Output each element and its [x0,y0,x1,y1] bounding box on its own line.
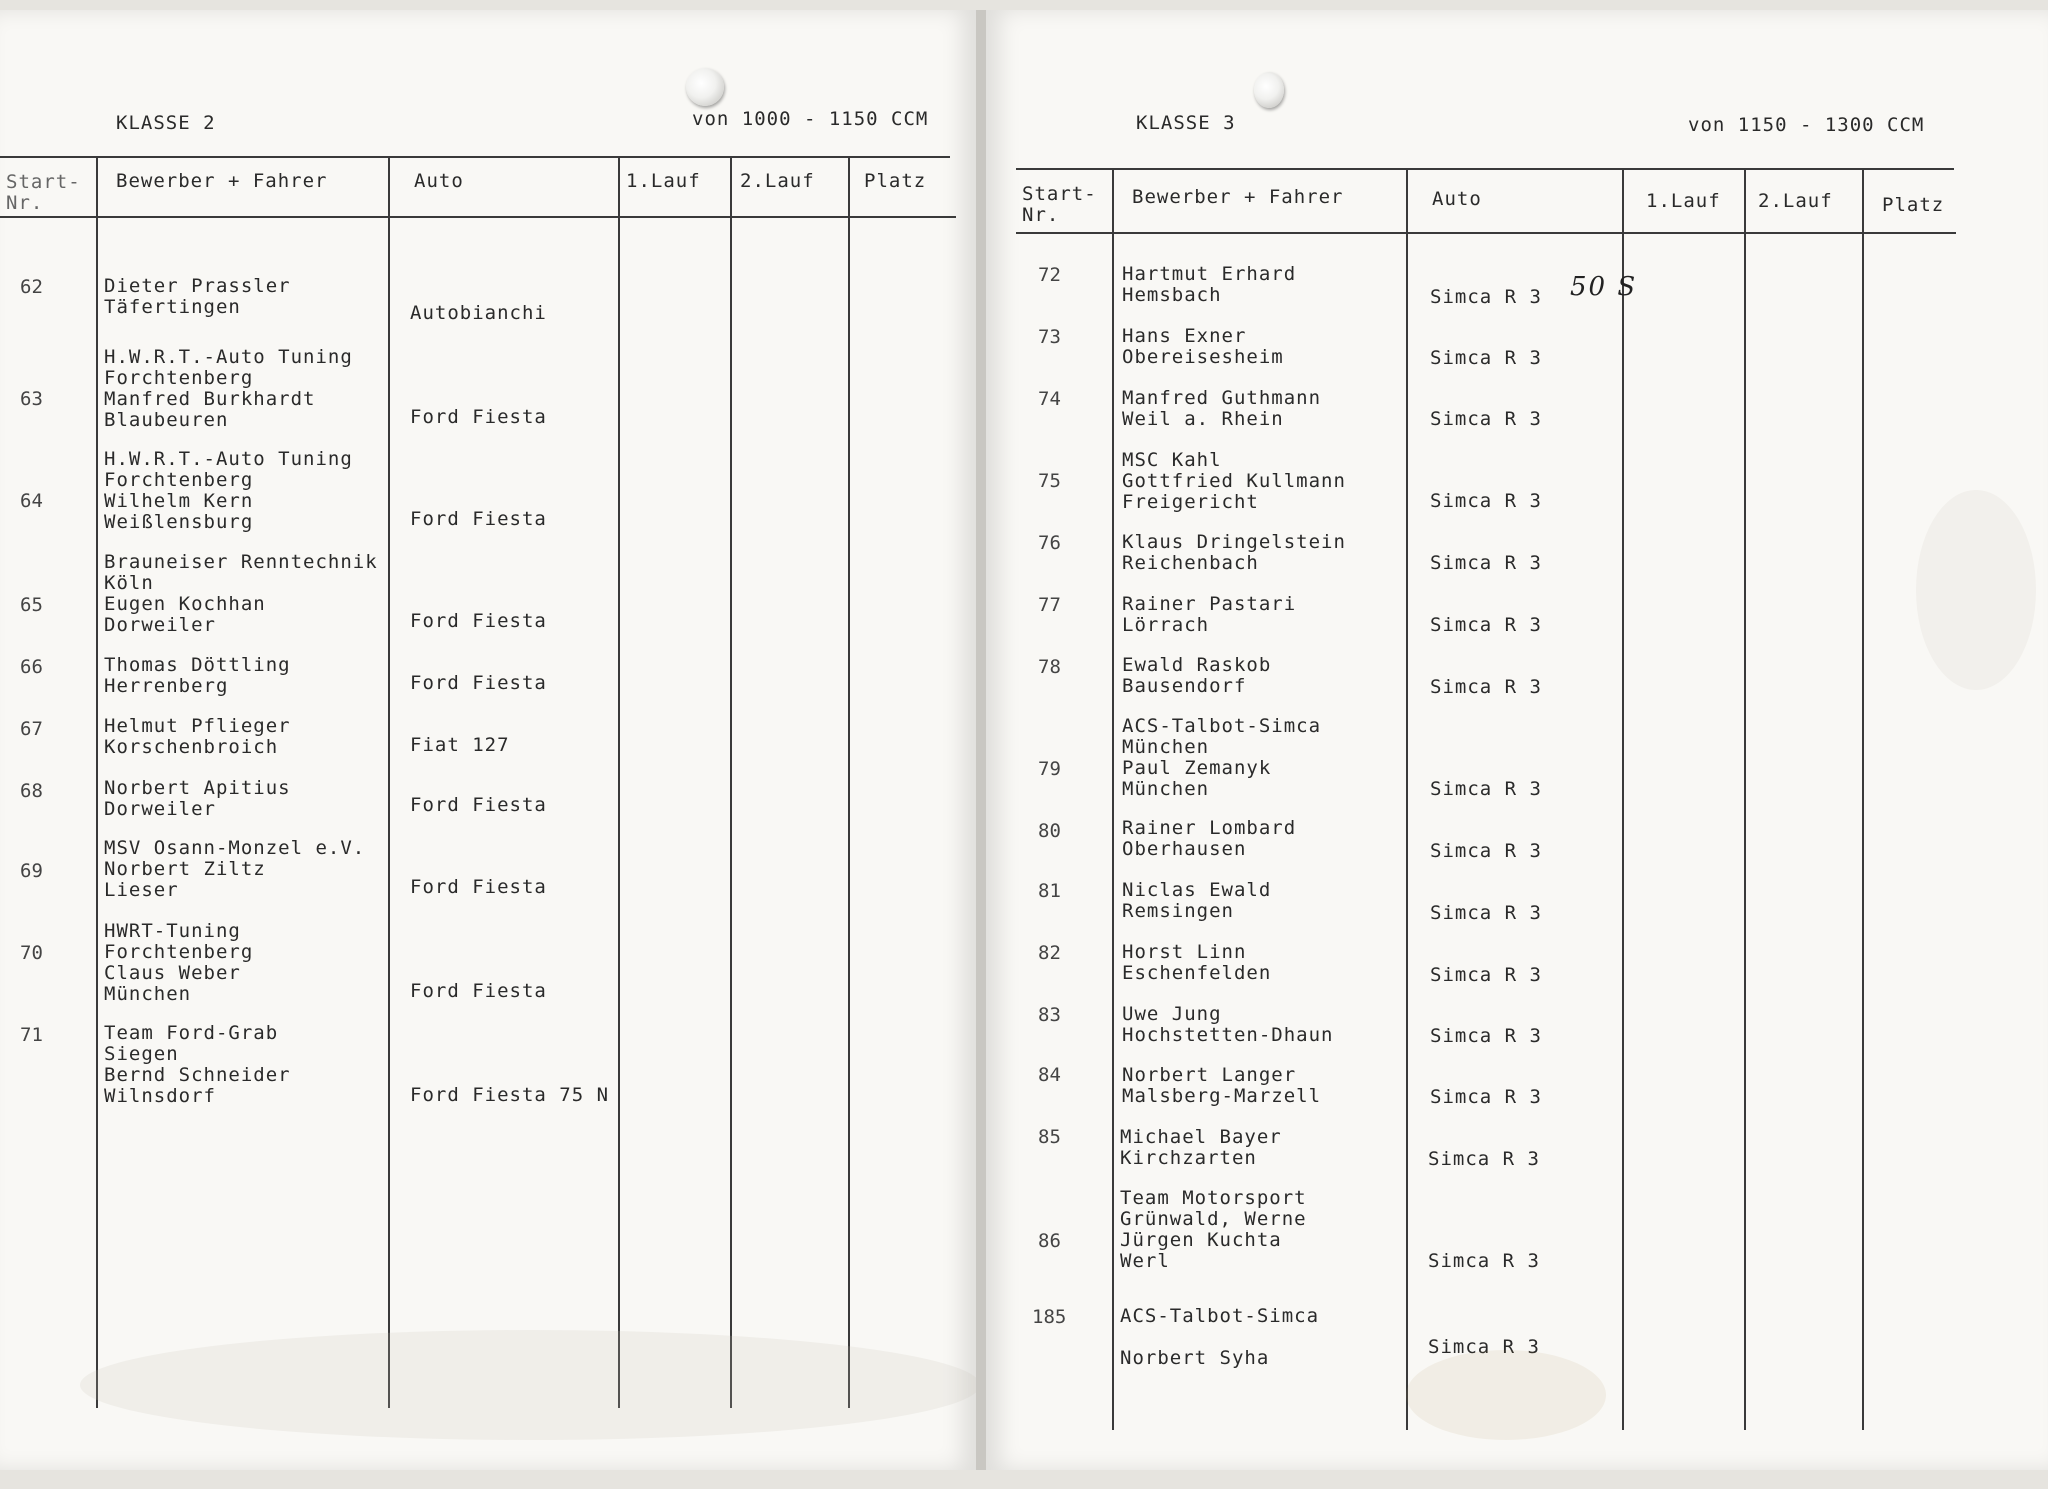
start-number: 185 [1032,1306,1067,1328]
column-header-start-nr: Start- Nr. [6,171,81,214]
start-number: 64 [20,490,43,512]
entrant-driver: MSV Osann-Monzel e.V. Norbert Ziltz Lieser [104,837,366,901]
car-model: Ford Fiesta [410,406,547,428]
table-top-rule [0,156,950,158]
column-divider [1862,168,1864,1430]
start-number: 85 [1038,1126,1061,1148]
entrant-driver: Rainer Lombard Oberhausen [1122,817,1297,860]
column-header-run-1: 1.Lauf [626,170,701,192]
car-model: Simca R 3 [1430,408,1542,430]
entrant-driver: Norbert Langer Malsberg-Marzell [1122,1064,1322,1107]
car-model: Simca R 3 [1428,1148,1540,1170]
page-gutter [976,10,986,1470]
car-model: Simca R 3 [1430,286,1542,308]
car-model: Simca R 3 [1430,676,1542,698]
start-number: 65 [20,594,43,616]
entrant-driver: HWRT-Tuning Forchtenberg Claus Weber München [104,920,254,1005]
car-model: Simca R 3 [1430,902,1542,924]
entrant-driver: Hans Exner Obereisesheim [1122,325,1284,368]
entrant-driver: Uwe Jung Hochstetten-Dhaun [1122,1003,1334,1046]
start-number: 80 [1038,820,1061,842]
start-number: 71 [20,1024,43,1046]
column-divider [1622,168,1624,1430]
column-header-run-2: 2.Lauf [740,170,815,192]
car-model: Ford Fiesta [410,794,547,816]
start-number: 84 [1038,1064,1061,1086]
car-model: Fiat 127 [410,734,510,756]
start-number: 83 [1038,1004,1061,1026]
entrant-driver: Klaus Dringelstein Reichenbach [1122,531,1346,574]
entrant-driver: Hartmut Erhard Hemsbach [1122,263,1297,306]
car-model: Ford Fiesta [410,672,547,694]
column-header-run-1: 1.Lauf [1646,190,1721,212]
column-divider [388,156,390,1408]
start-number: 69 [20,860,43,882]
start-number: 62 [20,276,43,298]
entrant-driver: H.W.R.T.-Auto Tuning Forchtenberg Wilhelm Kern Weißlensburg [104,448,353,533]
car-model: Ford Fiesta [410,980,547,1002]
entrant-driver: Rainer Pastari Lörrach [1122,593,1297,636]
handwritten-note: 50 S [1570,272,1638,302]
entrant-driver: Norbert Apitius Dorweiler [104,777,291,820]
start-number: 72 [1038,264,1061,286]
car-model: Simca R 3 [1428,1250,1540,1272]
car-model: Simca R 3 [1430,1025,1542,1047]
start-number: 77 [1038,594,1061,616]
punch-hole [686,68,724,106]
displacement-range: von 1000 - 1150 CCM [692,108,929,130]
start-number: 63 [20,388,43,410]
table-header-rule [0,216,956,218]
start-number: 70 [20,942,43,964]
car-model: Ford Fiesta [410,610,547,632]
entrant-driver: Helmut Pflieger Korschenbroich [104,715,291,758]
column-header-place: Platz [1882,194,1945,216]
column-divider [618,156,620,1408]
column-header-auto: Auto [1432,188,1482,210]
entrant-driver: MSC Kahl Gottfried Kullmann Freigericht [1122,449,1346,513]
column-divider [1744,168,1746,1430]
entrant-driver: Niclas Ewald Remsingen [1122,879,1272,922]
class-title: KLASSE 3 [1136,112,1236,134]
entrant-driver: Michael Bayer Kirchzarten [1120,1126,1282,1169]
column-divider [1406,168,1408,1430]
entrant-driver: H.W.R.T.-Auto Tuning Forchtenberg Manfred Burkhardt Blaubeuren [104,346,353,431]
car-model: Simca R 3 [1430,964,1542,986]
column-divider [1112,168,1114,1430]
car-model: Simca R 3 [1430,840,1542,862]
punch-hole [1254,72,1284,108]
entrant-driver: Horst Linn Eschenfelden [1122,941,1272,984]
start-number: 67 [20,718,43,740]
entrant-driver: Team Ford-Grab Siegen Bernd Schneider Wilnsdorf [104,1022,291,1107]
car-model: Simca R 3 [1430,614,1542,636]
column-divider [848,156,850,1408]
car-model: Simca R 3 [1428,1336,1540,1358]
start-number: 74 [1038,388,1061,410]
column-divider [730,156,732,1408]
column-header-run-2: 2.Lauf [1758,190,1833,212]
entrant-driver: Manfred Guthmann Weil a. Rhein [1122,387,1322,430]
entrant-driver: Dieter Prassler Täfertingen [104,275,291,318]
table-top-rule [1016,168,1954,170]
car-model: Simca R 3 [1430,347,1542,369]
car-model: Ford Fiesta [410,876,547,898]
class-title: KLASSE 2 [116,112,216,134]
column-header-start-nr: Start- Nr. [1022,183,1097,226]
car-model: Autobianchi [410,302,547,324]
start-number: 73 [1038,326,1061,348]
paper-stain [1916,490,2036,690]
car-model: Simca R 3 [1430,490,1542,512]
entrant-driver: ACS-Talbot-Simca München Paul Zemanyk München [1122,715,1322,800]
entrant-driver: Thomas Döttling Herrenberg [104,654,291,697]
column-header-entrant: Bewerber + Fahrer [1132,186,1344,208]
start-number: 78 [1038,656,1061,678]
start-number: 81 [1038,880,1061,902]
column-header-entrant: Bewerber + Fahrer [116,170,328,192]
start-number: 66 [20,656,43,678]
displacement-range: von 1150 - 1300 CCM [1688,114,1925,136]
table-header-rule [1016,232,1956,234]
entrant-driver: Team Motorsport Grünwald, Werne Jürgen Kuchta Werl [1120,1187,1307,1272]
entrant-driver: Brauneiser Renntechnik Köln Eugen Kochhan Dorweiler [104,551,378,636]
start-number: 68 [20,780,43,802]
left-page [0,10,976,1470]
start-number: 82 [1038,942,1061,964]
entrant-driver: Ewald Raskob Bausendorf [1122,654,1272,697]
column-divider [96,156,98,1408]
car-model: Simca R 3 [1430,1086,1542,1108]
column-header-auto: Auto [414,170,464,192]
right-page [986,10,2048,1470]
paper-wear [80,1330,976,1440]
car-model: Simca R 3 [1430,552,1542,574]
paper-stain [1406,1350,1606,1440]
car-model: Ford Fiesta [410,508,547,530]
start-number: 86 [1038,1230,1061,1252]
column-header-place: Platz [864,170,927,192]
car-model: Simca R 3 [1430,778,1542,800]
car-model: Ford Fiesta 75 N [410,1084,610,1106]
start-number: 79 [1038,758,1061,780]
start-number: 76 [1038,532,1061,554]
entrant-driver: ACS-Talbot-Simca Norbert Syha [1120,1305,1320,1369]
start-number: 75 [1038,470,1061,492]
